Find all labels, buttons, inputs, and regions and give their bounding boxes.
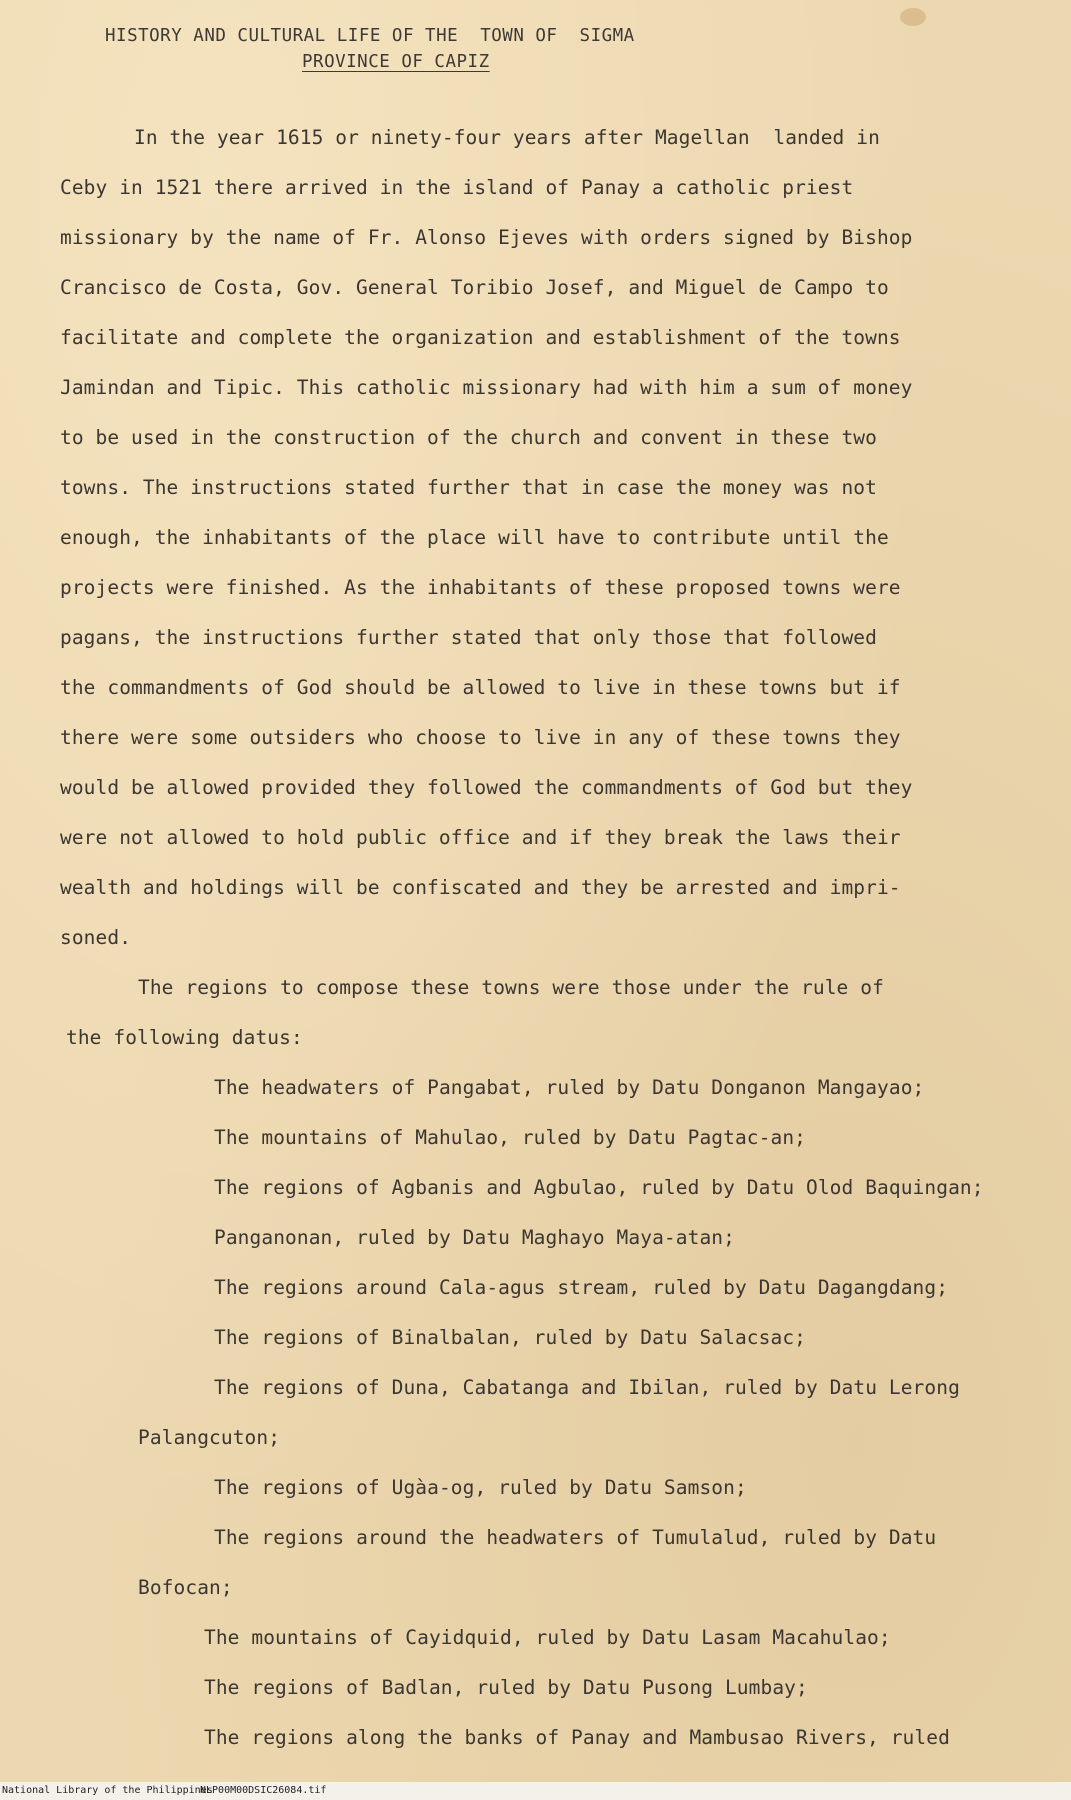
list-item: The regions of Agbanis and Agbulao, ruled by Datu Olod Baquingan; [214, 1176, 984, 1199]
list-item: The mountains of Cayidquid, ruled by Datu Lasam Macahulao; [204, 1626, 891, 1649]
text-line: In the year 1615 or ninety-four years after Magellan landed in [134, 126, 880, 149]
text-line: pagans, the instructions further stated that only those that followed [60, 626, 877, 649]
list-item-continuation: Bofocan; [138, 1576, 233, 1599]
list-item: The regions of Duna, Cabatanga and Ibilan, ruled by Datu Lerong [214, 1376, 960, 1399]
text-line: the commandments of God should be allowed to live in these towns but if [60, 676, 901, 699]
text-line: the following datus: [66, 1026, 303, 1049]
list-item: The regions around the headwaters of Tumulalud, ruled by Datu [214, 1526, 937, 1549]
text-line: projects were finished. As the inhabitants of these proposed towns were [60, 576, 901, 599]
text-line: The regions to compose these towns were those under the rule of [138, 976, 884, 999]
list-item: Panganonan, ruled by Datu Maghayo Maya-atan; [214, 1226, 735, 1249]
text-line: facilitate and complete the organization and establishment of the towns [60, 326, 901, 349]
list-item: The regions of Binalbalan, ruled by Datu Salacsac; [214, 1326, 806, 1349]
document-subtitle: PROVINCE OF CAPIZ [302, 52, 490, 72]
text-line: to be used in the construction of the church and convent in these two [60, 426, 877, 449]
document-title: HISTORY AND CULTURAL LIFE OF THE TOWN OF SIGMA [105, 26, 635, 46]
text-line: Ceby in 1521 there arrived in the island of Panay a catholic priest [60, 176, 854, 199]
text-line: wealth and holdings will be confiscated and they be arrested and impri- [60, 876, 901, 899]
list-item: The regions around Cala-agus stream, ruled by Datu Dagangdang; [214, 1276, 949, 1299]
list-item: The mountains of Mahulao, ruled by Datu Pagtac-an; [214, 1126, 806, 1149]
text-line: soned. [60, 926, 132, 949]
text-line: were not allowed to hold public office and if they break the laws their [60, 826, 901, 849]
footer-filename: NLP00M00DSIC26084.tif [200, 1785, 327, 1796]
list-item: The regions of Ugàa-og, ruled by Datu Samson; [214, 1476, 747, 1499]
list-item: The regions along the banks of Panay and Mambusao Rivers, ruled [204, 1726, 950, 1749]
text-line: enough, the inhabitants of the place will have to contribute until the [60, 526, 889, 549]
text-line: Jamindan and Tipic. This catholic missionary had with him a sum of money [60, 376, 913, 399]
footer-library: National Library of the Philippines [2, 1785, 213, 1796]
scan-footer [0, 1782, 1071, 1800]
text-line: towns. The instructions stated further that in case the money was not [60, 476, 877, 499]
text-line: missionary by the name of Fr. Alonso Ejeves with orders signed by Bishop [60, 226, 913, 249]
text-line: there were some outsiders who choose to live in any of these towns they [60, 726, 901, 749]
list-item: The headwaters of Pangabat, ruled by Datu Donganon Mangayao; [214, 1076, 925, 1099]
list-item: The regions of Badlan, ruled by Datu Pusong Lumbay; [204, 1676, 808, 1699]
text-line: would be allowed provided they followed the commandments of God but they [60, 776, 913, 799]
paper-stain [900, 8, 926, 26]
list-item-continuation: Palangcuton; [138, 1426, 281, 1449]
text-line: Crancisco de Costa, Gov. General Toribio Josef, and Miguel de Campo to [60, 276, 889, 299]
